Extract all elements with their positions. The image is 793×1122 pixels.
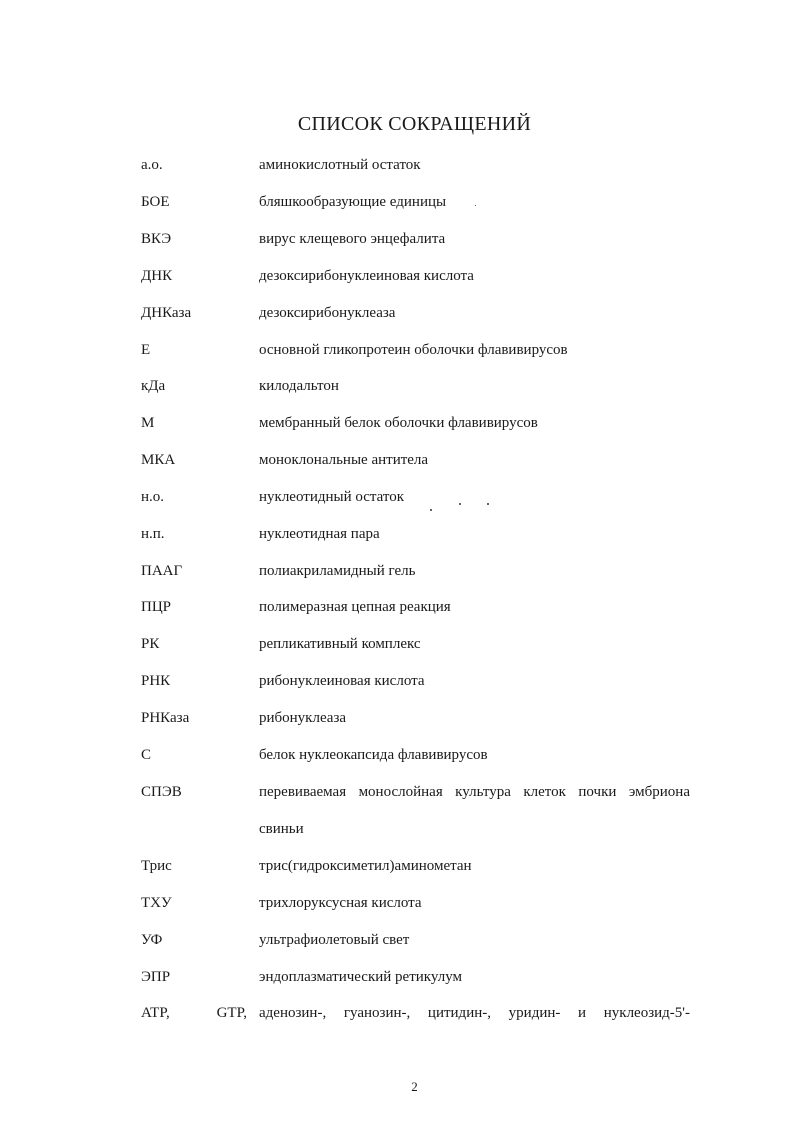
- scan-speck: [487, 503, 489, 505]
- abbreviation-term: УФ: [141, 932, 163, 948]
- abbreviation-row: [0, 710, 793, 732]
- abbreviation-definition: ультрафиолетовый свет: [259, 932, 410, 948]
- abbreviation-row: [0, 673, 793, 695]
- abbreviation-row: [0, 194, 793, 216]
- abbreviation-definition: перевиваемая монослойная культура клеток почки эмбриона: [259, 784, 690, 800]
- abbreviation-definition: аминокислотный остаток: [259, 157, 421, 173]
- abbreviation-definition: нуклеотидная пара: [259, 526, 380, 542]
- abbreviation-row: [0, 784, 793, 806]
- abbreviation-definition: рибонуклеиновая кислота: [259, 673, 425, 689]
- abbreviation-row: [0, 378, 793, 400]
- abbreviation-term: н.п.: [141, 526, 165, 542]
- abbreviation-definition: рибонуклеаза: [259, 710, 347, 726]
- abbreviation-term: МКА: [141, 452, 176, 468]
- abbreviation-term: ПЦР: [141, 599, 172, 615]
- abbreviation-term: Трис: [141, 858, 172, 874]
- abbreviation-term: ТХУ: [141, 895, 172, 911]
- abbreviation-term: Е: [141, 342, 151, 358]
- scan-speck: [459, 503, 461, 505]
- abbreviation-definition: килодальтон: [259, 378, 339, 394]
- abbreviation-row: [0, 526, 793, 548]
- abbreviation-term: кДа: [141, 378, 166, 394]
- abbreviation-definition: полимеразная цепная реакция: [259, 599, 451, 615]
- abbreviation-definition: бляшкообразующие единицы: [259, 194, 447, 210]
- scan-speck: [475, 205, 476, 206]
- abbreviation-row: [0, 415, 793, 437]
- abbreviation-definition: трихлоруксусная кислота: [259, 895, 422, 911]
- abbreviation-definition-continuation: свиньи: [259, 821, 304, 837]
- abbreviation-definition: трис(гидроксиметил)аминометан: [259, 858, 472, 874]
- abbreviation-term: РНКаза: [141, 710, 190, 726]
- abbreviation-row-continuation: [0, 821, 793, 843]
- abbreviation-definition: моноклональные антитела: [259, 452, 429, 468]
- abbreviation-term: ВКЭ: [141, 231, 172, 247]
- abbreviation-term: РК: [141, 636, 160, 652]
- abbreviation-row: [0, 747, 793, 769]
- abbreviation-definition: аденозин-, гуанозин-, цитидин-, уридин- и нуклеозид-5'-: [259, 1005, 690, 1021]
- page-number: 2: [411, 1079, 418, 1094]
- abbreviation-term: ЭПР: [141, 969, 171, 985]
- abbreviation-row: [0, 231, 793, 253]
- scan-speck: [430, 509, 432, 511]
- abbreviation-definition: эндоплазматический ретикулум: [259, 969, 462, 985]
- abbreviation-row: [0, 636, 793, 658]
- abbreviation-row: [0, 969, 793, 991]
- abbreviation-term: СПЭВ: [141, 784, 182, 800]
- abbreviation-term: С: [141, 747, 152, 763]
- abbreviation-term: н.о.: [141, 489, 165, 505]
- abbreviation-definition: белок нуклеокапсида флавивирусов: [259, 747, 488, 763]
- abbreviation-definition: репликативный комплекс: [259, 636, 421, 652]
- abbreviation-row: [0, 563, 793, 585]
- abbreviation-definition: дезоксирибонуклеиновая кислота: [259, 268, 474, 284]
- abbreviation-term: ДНКаза: [141, 305, 192, 321]
- abbreviation-definition: мембранный белок оболочки флавивирусов: [259, 415, 538, 431]
- abbreviation-row: [0, 858, 793, 880]
- abbreviation-definition: основной гликопротеин оболочки флавивирусов: [259, 342, 568, 358]
- abbreviation-row: [0, 489, 793, 511]
- abbreviation-definition: вирус клещевого энцефалита: [259, 231, 446, 247]
- abbreviation-definition: полиакриламидный гель: [259, 563, 416, 579]
- abbreviation-term: а.о.: [141, 157, 163, 173]
- abbreviation-row: [0, 157, 793, 179]
- abbreviation-row: [0, 599, 793, 621]
- abbreviation-row: [0, 932, 793, 954]
- abbreviation-term: М: [141, 415, 155, 431]
- abbreviation-term: ATP, GTP,: [141, 1005, 247, 1021]
- page-title: СПИСОК СОКРАЩЕНИЙ: [297, 113, 532, 135]
- abbreviation-definition: нуклеотидный остаток: [259, 489, 405, 505]
- abbreviation-row: [0, 452, 793, 474]
- abbreviation-term: ПААГ: [141, 563, 183, 579]
- abbreviation-term: БОЕ: [141, 194, 170, 210]
- abbreviation-row: [0, 268, 793, 290]
- abbreviation-term: РНК: [141, 673, 171, 689]
- abbreviation-row: [0, 895, 793, 917]
- abbreviation-term: ДНК: [141, 268, 173, 284]
- abbreviation-row: [0, 305, 793, 327]
- abbreviation-row: [0, 342, 793, 364]
- abbreviation-row: [0, 1005, 793, 1027]
- abbreviation-definition: дезоксирибонуклеаза: [259, 305, 396, 321]
